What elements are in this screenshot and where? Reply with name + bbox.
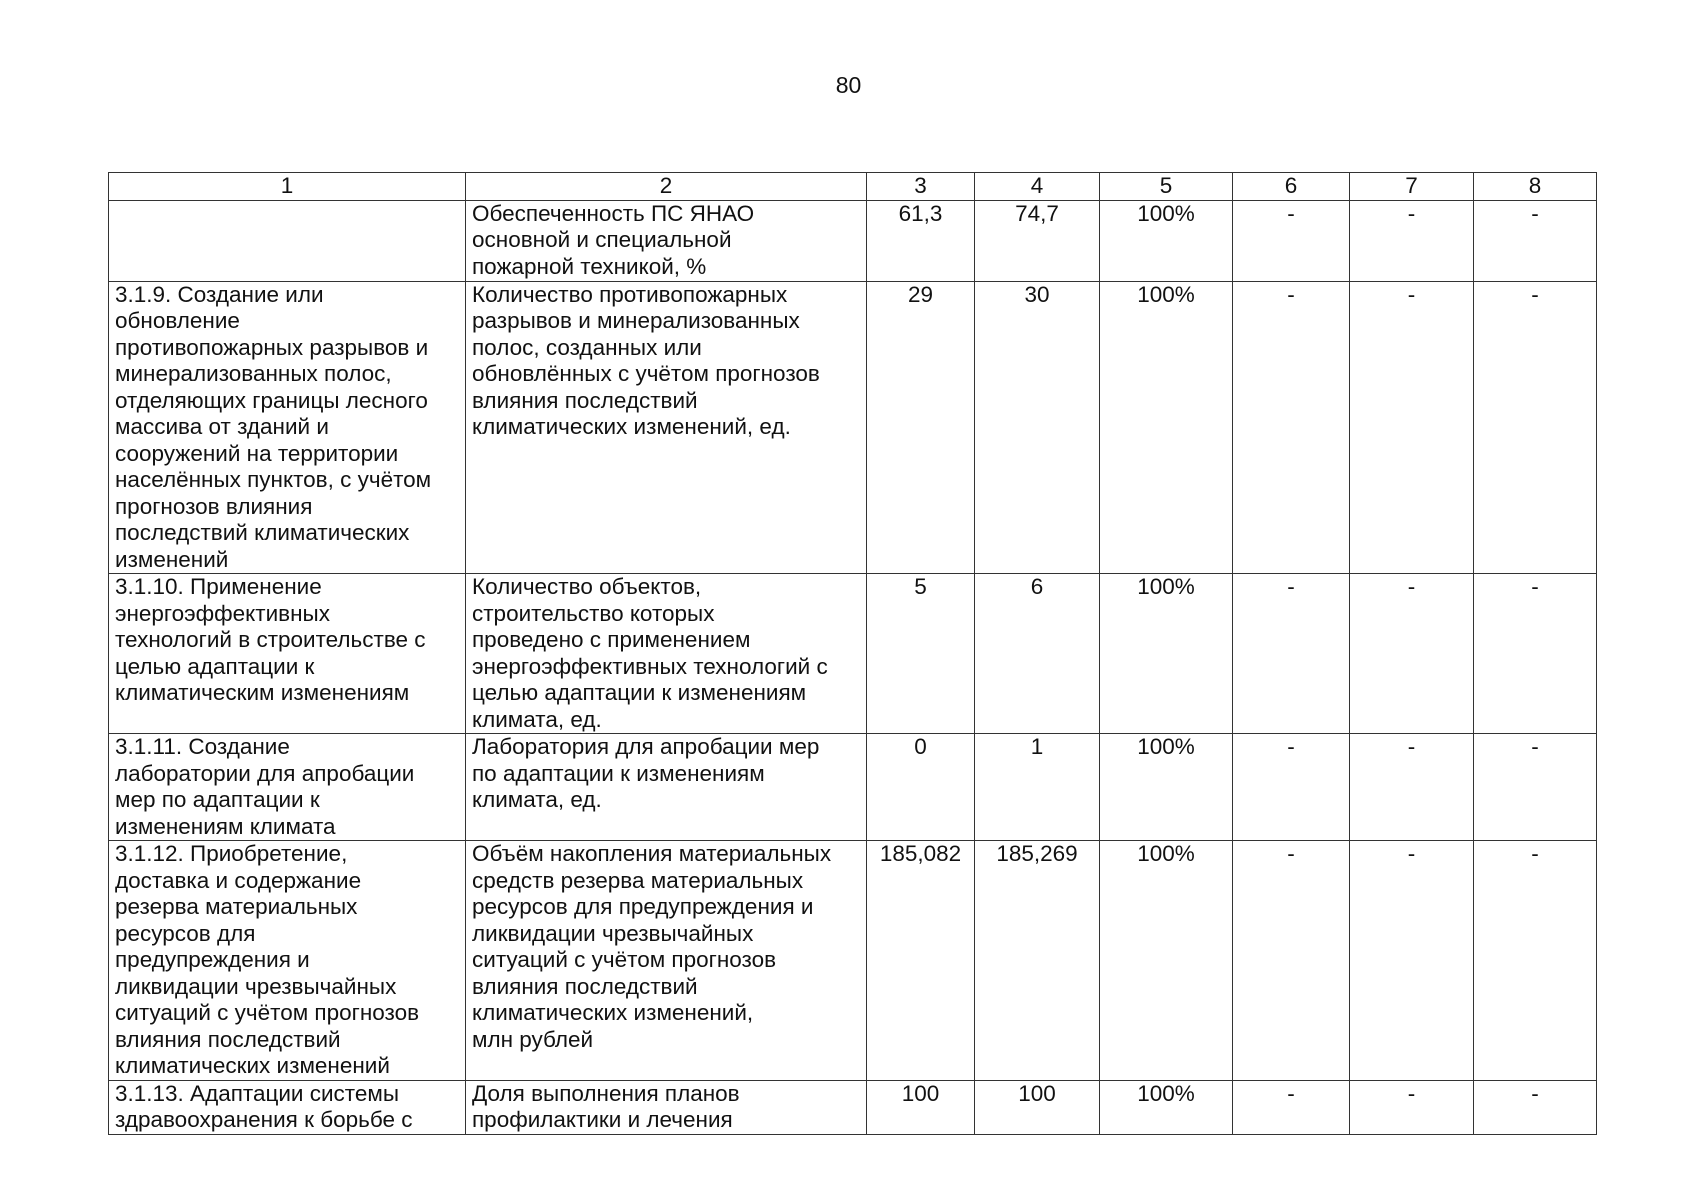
value-cell: - [1350,734,1474,841]
table-row [109,574,1597,734]
column-header: 5 [1100,173,1233,201]
table-row [109,281,1597,574]
indicator-cell: Объём накопления материальных средств резерва материальных ресурсов для предупреждения и ликвидации чрезвычайных ситуаций с учётом прогнозов влияния последствий климатических изменений, млн рублей [466,841,867,1081]
table-row [109,734,1597,841]
value-cell: - [1233,841,1350,1081]
value-cell: 61,3 [867,200,975,281]
value-cell: - [1474,574,1597,734]
value-cell: 185,082 [867,841,975,1081]
value-cell: 185,269 [975,841,1100,1081]
column-header: 7 [1350,173,1474,201]
value-cell: 29 [867,281,975,574]
value-cell: - [1233,574,1350,734]
indicator-cell: Лаборатория для апробации мер по адаптации к изменениям климата, ед. [466,734,867,841]
column-header: 4 [975,173,1100,201]
indicator-cell: Количество противопожарных разрывов и минерализованных полос, созданных или обновлённых с учётом прогнозов влияния последствий климатических изменений, ед. [466,281,867,574]
table-header-row [109,173,1597,201]
column-header: 8 [1474,173,1597,201]
value-cell: - [1350,200,1474,281]
value-cell: - [1233,200,1350,281]
value-cell: - [1474,1080,1597,1134]
indicator-cell: Обеспеченность ПС ЯНАО основной и специальной пожарной техникой, % [466,200,867,281]
column-header: 3 [867,173,975,201]
value-cell: - [1350,1080,1474,1134]
indicator-cell: Доля выполнения планов профилактики и лечения [466,1080,867,1134]
table-row [109,841,1597,1081]
measure-cell: 3.1.11. Создание лаборатории для апробации мер по адаптации к изменениям климата [109,734,466,841]
table-row [109,1080,1597,1134]
indicator-cell: Количество объектов, строительство которых проведено с применением энергоэффективных технологий с целью адаптации к изменениям климата, ед. [466,574,867,734]
value-cell: 0 [867,734,975,841]
value-cell: - [1350,574,1474,734]
value-cell: - [1233,1080,1350,1134]
value-cell: 100 [867,1080,975,1134]
value-cell: 1 [975,734,1100,841]
measure-cell: 3.1.10. Применение энергоэффективных технологий в строительстве с целью адаптации к климатическим изменениям [109,574,466,734]
value-cell: - [1474,281,1597,574]
measures-table [108,172,1597,1135]
value-cell: 6 [975,574,1100,734]
value-cell: - [1474,734,1597,841]
column-header: 1 [109,173,466,201]
value-cell: 100% [1100,841,1233,1081]
value-cell: 74,7 [975,200,1100,281]
value-cell: - [1233,281,1350,574]
value-cell: 30 [975,281,1100,574]
value-cell: 100 [975,1080,1100,1134]
value-cell: 100% [1100,281,1233,574]
measure-cell: 3.1.9. Создание или обновление противопожарных разрывов и минерализованных полос, отделяющих границы лесного массива от зданий и сооружений на территории населённых пунктов, с учётом прогнозов влияния последствий климатических изменений [109,281,466,574]
page-number: 80 [835,72,862,98]
measure-cell: 3.1.13. Адаптации системы здравоохранения к борьбе с [109,1080,466,1134]
value-cell: - [1474,841,1597,1081]
measure-cell: 3.1.12. Приобретение, доставка и содержание резерва материальных ресурсов для предупреждения и ликвидации чрезвычайных ситуаций с учётом прогнозов влияния последствий климатических изменений [109,841,466,1081]
column-header: 2 [466,173,867,201]
value-cell: 100% [1100,574,1233,734]
value-cell: 100% [1100,734,1233,841]
value-cell: 100% [1100,1080,1233,1134]
value-cell: - [1233,734,1350,841]
value-cell: - [1350,841,1474,1081]
value-cell: 100% [1100,200,1233,281]
value-cell: 5 [867,574,975,734]
value-cell: - [1350,281,1474,574]
table-row [109,200,1597,281]
column-header: 6 [1233,173,1350,201]
value-cell: - [1474,200,1597,281]
measure-cell [109,200,466,281]
